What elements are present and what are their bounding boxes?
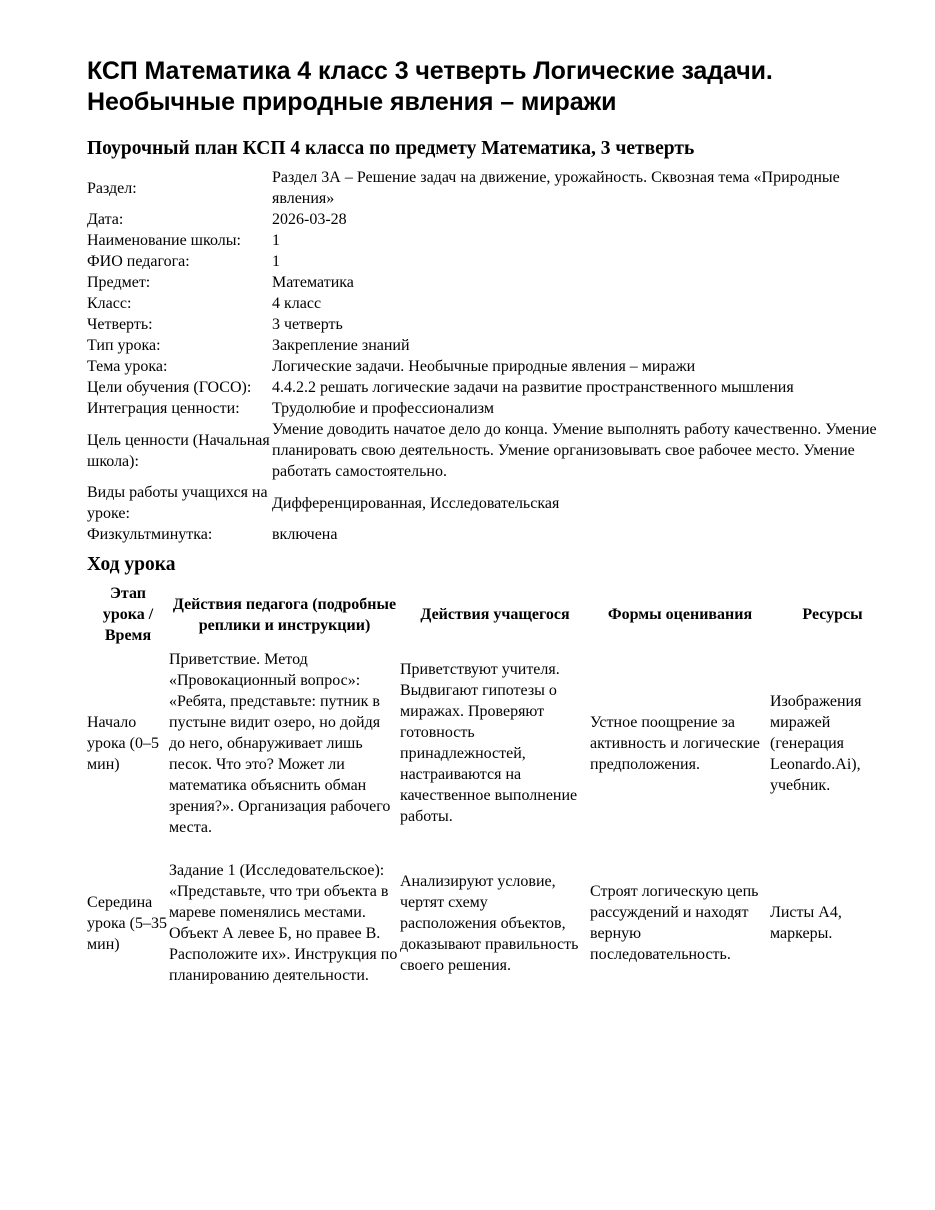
meta-value: Логические задачи. Необычные природные явления – миражи bbox=[272, 358, 696, 375]
meta-row bbox=[87, 293, 895, 314]
meta-row bbox=[87, 314, 895, 335]
meta-value: 4.4.2.2 решать логические задачи на развитие пространственного мышления bbox=[272, 379, 794, 396]
lesson-heading: Ход урока bbox=[87, 554, 176, 575]
meta-row bbox=[87, 251, 895, 272]
document-title: КСП Математика 4 класс 3 четверть Логические задачи. Необычные природные явления – миражи bbox=[87, 57, 773, 116]
cell-stage: Середина урока (5–35 мин) bbox=[87, 893, 167, 953]
meta-label: Предмет: bbox=[87, 274, 151, 291]
cell-stage: Начало урока (0–5 мин) bbox=[87, 713, 159, 773]
meta-label: Виды работы учащихся на уроке: bbox=[87, 484, 268, 522]
meta-row bbox=[87, 272, 895, 293]
header-student: Действия учащегося bbox=[420, 606, 570, 623]
meta-label: Цель ценности (Начальная школа): bbox=[87, 431, 270, 470]
meta-row bbox=[87, 482, 895, 524]
meta-value: 2026-03-28 bbox=[272, 211, 347, 228]
meta-row bbox=[87, 230, 895, 251]
table-row bbox=[87, 648, 895, 838]
header-stage: Этап урока / Время bbox=[102, 585, 154, 644]
cell-teacher: Задание 1 (Исследовательское): «Представьте, что три объекта в мареве поменялись местами. Объект А левее Б, но правее В. Расположите их». Инструкция по планированию деятельности. bbox=[169, 862, 398, 984]
plan-subtitle: Поурочный план КСП 4 класса по предмету Математика, 3 четверть bbox=[87, 138, 695, 159]
meta-row bbox=[87, 419, 895, 482]
cell-student: Приветствуют учителя. Выдвигают гипотезы о миражах. Проверяют готовность принадлежностей, настраиваются на качественное выполнение работы. bbox=[400, 661, 578, 825]
meta-label: Четверть: bbox=[87, 316, 153, 333]
meta-label: Интеграция ценности: bbox=[87, 400, 240, 417]
header-resources: Ресурсы bbox=[802, 606, 863, 623]
meta-value: включена bbox=[272, 526, 338, 543]
document-page bbox=[87, 56, 895, 1008]
meta-label: Класс: bbox=[87, 295, 132, 312]
header-assessment: Формы оценивания bbox=[607, 606, 753, 623]
cell-assessment: Строят логическую цепь рассуждений и находят верную последовательность. bbox=[590, 883, 759, 963]
meta-value: 1 bbox=[272, 232, 280, 249]
meta-value: 1 bbox=[272, 253, 280, 270]
meta-label: Цели обучения (ГОСО): bbox=[87, 379, 252, 396]
meta-label: Тема урока: bbox=[87, 358, 168, 375]
table-row bbox=[87, 838, 895, 1008]
meta-label: Дата: bbox=[87, 211, 124, 228]
meta-row bbox=[87, 335, 895, 356]
cell-resources: Листы А4, маркеры. bbox=[770, 904, 842, 942]
meta-row bbox=[87, 398, 895, 419]
meta-row bbox=[87, 524, 895, 545]
lesson-table bbox=[87, 583, 895, 1008]
meta-label: Раздел: bbox=[87, 179, 137, 197]
meta-row bbox=[87, 167, 895, 209]
meta-row bbox=[87, 356, 895, 377]
lesson-header-row bbox=[87, 583, 895, 648]
lesson-meta-table bbox=[87, 167, 895, 545]
meta-value: 3 четверть bbox=[272, 316, 343, 333]
meta-value: Раздел 3А – Решение задач на движение, урожайность. Сквозная тема «Природные явления» bbox=[272, 169, 840, 207]
meta-value: Математика bbox=[272, 274, 354, 291]
meta-label: Физкультминутка: bbox=[87, 526, 213, 543]
meta-value: Умение доводить начатое дело до конца. Умение выполнять работу качественно. Умение планировать свою деятельность. Умение организовывать свое рабочее место. Умение работать самостоятельно. bbox=[272, 421, 877, 480]
header-teacher: Действия педагога (подробные реплики и инструкции) bbox=[172, 595, 397, 634]
meta-row bbox=[87, 209, 895, 230]
cell-student: Анализируют условие, чертят схему расположения объектов, доказывают правильность своего решения. bbox=[400, 872, 579, 974]
meta-row bbox=[87, 377, 895, 398]
meta-label: Наименование школы: bbox=[87, 232, 241, 249]
meta-value: 4 класс bbox=[272, 295, 322, 312]
meta-value: Закрепление знаний bbox=[272, 337, 410, 354]
meta-value: Дифференцированная, Исследовательская bbox=[272, 494, 560, 512]
cell-assessment: Устное поощрение за активность и логические предположения. bbox=[590, 713, 760, 773]
meta-value: Трудолюбие и профессионализм bbox=[272, 400, 494, 417]
cell-resources: Изображения миражей (генерация Leonardo.Ai), учебник. bbox=[770, 692, 862, 794]
meta-label: Тип урока: bbox=[87, 337, 161, 354]
meta-label: ФИО педагога: bbox=[87, 253, 190, 270]
cell-teacher: Приветствие. Метод «Провокационный вопрос»: «Ребята, представьте: путник в пустыне видит озеро, но дойдя до него, обнаруживает лишь песок. Что это? Может ли математика объяснить обман зрения?». Организация рабочего места. bbox=[169, 650, 391, 836]
